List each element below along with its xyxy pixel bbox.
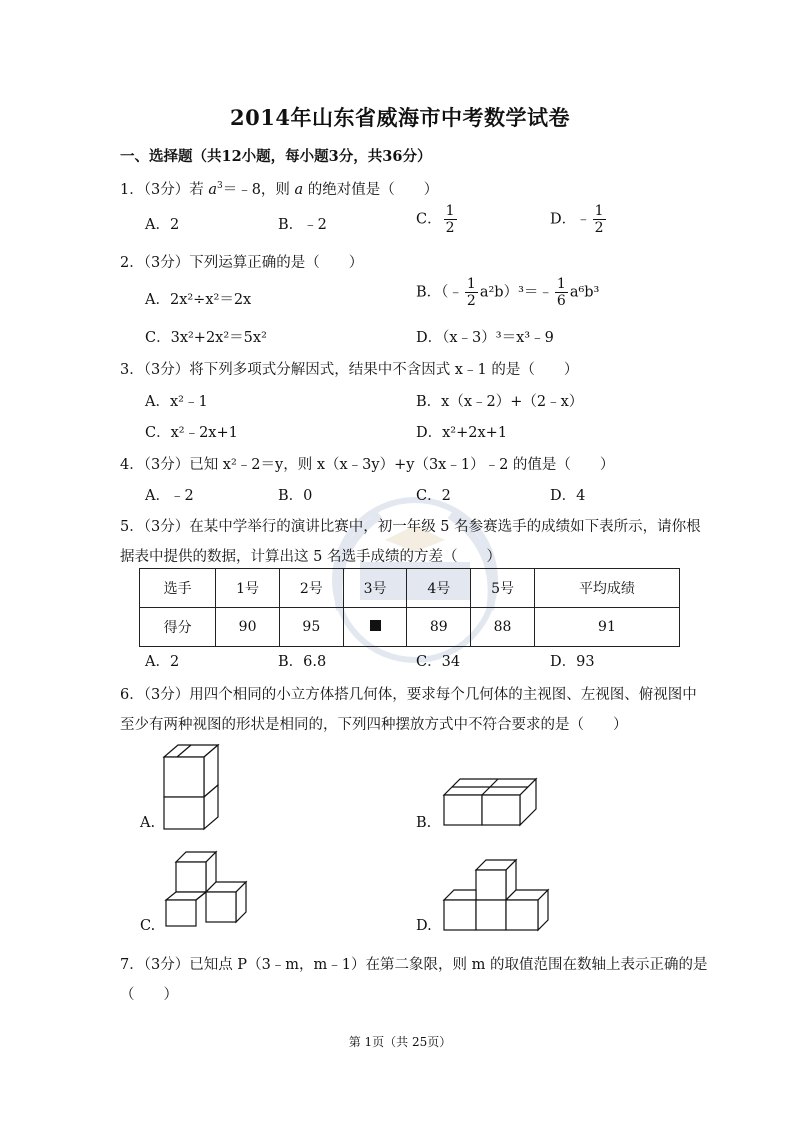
q1-option-a: A．2 <box>145 217 180 233</box>
table-cell: 1号 <box>216 569 280 608</box>
cube-figure-d <box>440 858 552 932</box>
q1-option-c: C． $\frac{1}{2}$ <box>416 203 455 236</box>
question-6-stem-line1: 6．（3分）用四个相同的小立方体搭几何体，要求每个几何体的主视图、左视图、俯视图中 <box>120 687 697 703</box>
table-cell: 平均成绩 <box>534 569 679 608</box>
score-table <box>139 568 680 647</box>
section-heading: 一、选择题（共12小题，每小题3分，共36分） <box>120 148 432 165</box>
question-6-stem-line2: 至少有两种视图的形状是相同的，下列四种摆放方式中不符合要求的是（ ） <box>120 717 628 733</box>
table-cell: 5号 <box>471 569 535 608</box>
table-cell: 得分 <box>140 608 216 647</box>
q1-option-b: B．﹣2 <box>278 217 327 233</box>
table-cell: 2号 <box>279 569 343 608</box>
table-cell: 90 <box>216 608 280 647</box>
q2-option-b: B．（﹣ $\frac{1}{2}$ a²b）³＝﹣ $\frac{1}{6}$ a⁶b³ <box>416 276 600 309</box>
cube-figure-b <box>440 777 540 827</box>
question-2-stem: 2．（3分）下列运算正确的是（ ） <box>120 255 364 271</box>
table-cell: 4号 <box>407 569 471 608</box>
page-title: 2014年山东省威海市中考数学试卷 <box>230 105 570 130</box>
question-7-stem-line2: （ ） <box>120 987 178 1003</box>
q3-option-c: C．x²﹣2x+1 <box>145 425 238 441</box>
q5-option-d: D．93 <box>550 654 595 670</box>
q6-option-b: B. <box>416 815 432 831</box>
q3-option-d: D．x²+2x+1 <box>416 425 508 441</box>
q2-option-a: A．2x²÷x²＝2x <box>145 292 252 308</box>
question-5-stem-line2: 据表中提供的数据，计算出这 5 名选手成绩的方差（ ） <box>120 549 501 565</box>
q2-option-c: C．3x²+2x²＝5x² <box>145 330 267 346</box>
question-5-stem-line1: 5．（3分）在某中学举行的演讲比赛中，初一年级 5 名参赛选手的成绩如下表所示，请你根 <box>120 519 701 535</box>
q6-option-c: C. <box>140 918 156 934</box>
table-cell: 89 <box>407 608 471 647</box>
question-3-stem: 3．（3分）将下列多项式分解因式，结果中不含因式 x﹣1 的是（ ） <box>120 362 579 378</box>
table-cell: 91 <box>534 608 679 647</box>
q4-option-c: C．2 <box>416 488 451 504</box>
cube-figure-c <box>162 850 252 928</box>
q4-option-d: D．4 <box>550 488 586 504</box>
q5-option-b: B．6.8 <box>278 654 327 670</box>
table-cell: 选手 <box>140 569 216 608</box>
page-footer: 第 1页（共 25页） <box>348 1035 452 1049</box>
table-header-row <box>140 569 680 608</box>
table-cell: 88 <box>471 608 535 647</box>
q3-option-b: B．x（x﹣2）+（2﹣x） <box>416 394 584 410</box>
table-row <box>140 608 680 647</box>
q6-option-a: A. <box>140 815 156 831</box>
question-1-stem: 1．（3分）若 $a^3=﹣8$，则 a 的绝对值是（ ） <box>120 181 439 198</box>
q1-option-d: D．﹣ $\frac{1}{2}$ <box>550 203 604 236</box>
q5-option-c: C．34 <box>416 654 461 670</box>
q3-option-a: A．x²﹣1 <box>145 394 208 410</box>
q6-option-d: D. <box>416 918 432 934</box>
table-cell: 95 <box>279 608 343 647</box>
table-cell: 3号 <box>343 569 407 608</box>
question-7-stem-line1: 7．（3分）已知点 P（3﹣m，m﹣1）在第二象限，则 m 的取值范围在数轴上表示正确的是 <box>120 957 708 973</box>
table-cell-unknown <box>343 608 407 647</box>
q5-option-a: A．2 <box>145 654 180 670</box>
q2-option-d: D．（x﹣3）³＝x³﹣9 <box>416 330 554 346</box>
q4-option-a: A．﹣2 <box>145 488 194 504</box>
cube-figure-a <box>160 743 222 833</box>
question-4-stem: 4．（3分）已知 x²﹣2＝y，则 x（x﹣3y）+y（3x﹣1）﹣2 的值是（ ） <box>120 457 615 473</box>
q4-option-b: B．0 <box>278 488 313 504</box>
black-square-icon <box>370 620 381 631</box>
